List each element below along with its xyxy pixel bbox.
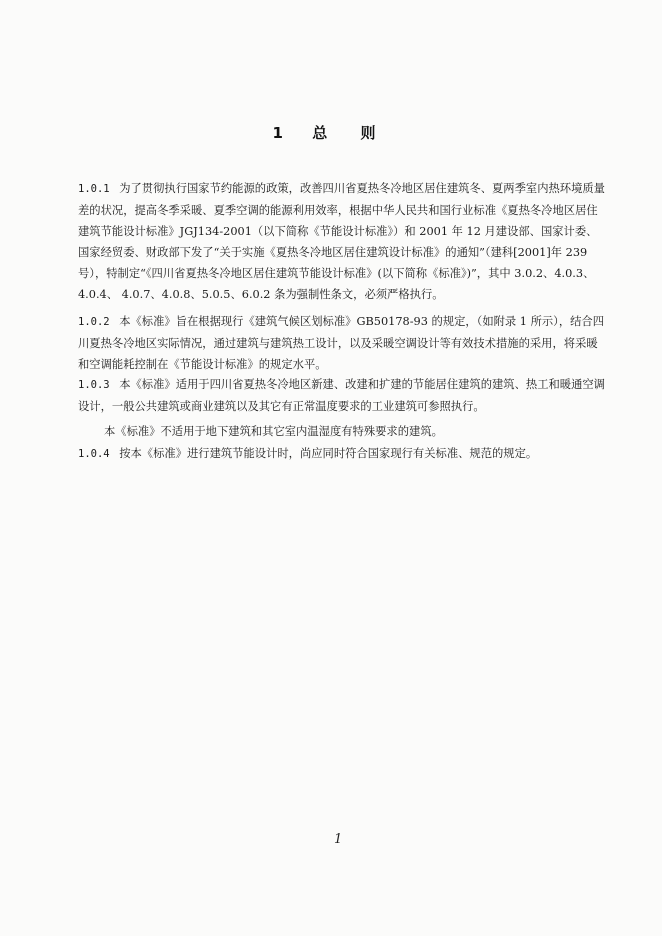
clause-text: 本《标准》适用于四川省夏热冬冷地区新建、改建和扩建的节能居住建筑的建筑、热工和暖通空调设计，一般公共建筑或商业建筑以及其它有正常温度要求的工业建筑可参照执行。: [78, 378, 605, 413]
clause-number: 1.0.1: [78, 183, 110, 195]
clause-number: 1.0.2: [78, 316, 110, 328]
clause-text: 本《标准》不适用于地下建筑和其它室内温湿度有特殊要求的建筑。: [104, 425, 443, 438]
clause-number: 1.0.3: [78, 379, 110, 391]
clause-1-0-2: [78, 311, 606, 375]
clause-text: 按本《标准》进行建筑节能设计时，尚应同时符合国家现行有关标准、规范的规定。: [119, 447, 538, 460]
chapter-number: 1: [272, 124, 284, 142]
clause-text: 本《标准》旨在根据现行《建筑气候区划标准》GB50178-93 的规定，（如附录 1 所示），结合四川夏热冬冷地区实际情况，通过建筑与建筑热工设计，以及采暖空调设计等有效技术措施的采用，将采暖和空调能耗控制在《节能设计标准》的规定水平。: [78, 315, 605, 371]
clause-1-0-1: [78, 178, 606, 305]
chapter-title: 总 则: [312, 124, 390, 142]
clause-number: 1.0.4: [78, 448, 110, 460]
clause-1-0-3: [78, 374, 606, 417]
page-number: 1: [334, 832, 343, 847]
clause-1-0-4: [78, 443, 606, 465]
clause-1-0-3-note: [78, 421, 606, 442]
clause-text: 为了贯彻执行国家节约能源的政策，改善四川省夏热冬冷地区居住建筑冬、夏两季室内热环境质量差的状况，提高冬季采暖、夏季空调的能源利用效率，根据中华人民共和国行业标准《夏热冬冷地区居住建筑节能设计标准》JGJ134-2001（以下简称《节能设计标准》）和 2001 年 12 月建设部、国家计委、国家经贸委、财政部下发了“关于实施《夏热冬冷地区居住建筑设计标准》的通知”（建科[2001]年 239 号），特制定“《四川省夏热冬冷地区居住建筑节能设计标准》(以下简称《标准》)”，其中 3.0.2、4.0.3、4.0.4、 4.0.7、4.0.8、5.0.5、6.0.2 条为强制性条文，必须严格执行。: [78, 182, 605, 301]
chapter-heading: [0, 122, 662, 143]
